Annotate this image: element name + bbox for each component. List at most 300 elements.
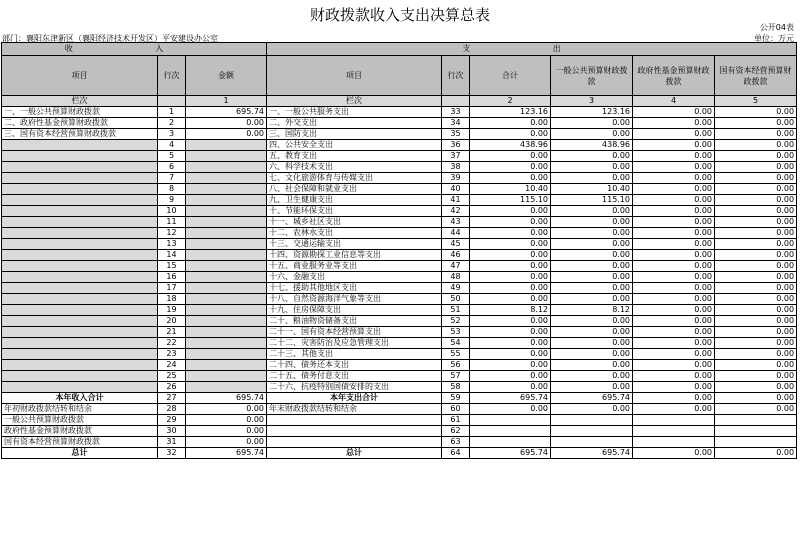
- expense-fund: 0.00: [633, 382, 715, 393]
- table-row: [2, 250, 797, 261]
- income-item: [2, 305, 158, 316]
- expense-general: 0.00: [551, 371, 633, 382]
- expense-row-no: 36: [442, 140, 470, 151]
- expense-total: 0.00: [470, 316, 551, 327]
- income-item: [2, 294, 158, 305]
- table-row: [2, 338, 797, 349]
- table-row: [2, 118, 797, 129]
- income-item: [2, 195, 158, 206]
- expense-fund: [633, 437, 715, 448]
- expense-row-no: 59: [442, 393, 470, 404]
- expense-fund: 0.00: [633, 217, 715, 228]
- table-row: [2, 261, 797, 272]
- table-row: [2, 294, 797, 305]
- income-amount: [186, 217, 267, 228]
- expense-item: 总计: [267, 448, 442, 459]
- expense-state: [715, 426, 797, 437]
- expense-row-no: 62: [442, 426, 470, 437]
- expense-state: [715, 437, 797, 448]
- col-index-4: 4: [633, 96, 715, 107]
- col-index-5: 5: [715, 96, 797, 107]
- income-item: [2, 261, 158, 272]
- expense-general: 695.74: [551, 448, 633, 459]
- income-item: [2, 349, 158, 360]
- expense-total: 0.00: [470, 250, 551, 261]
- income-amount: [186, 316, 267, 327]
- income-row-no: 5: [158, 151, 186, 162]
- expense-general: 10.40: [551, 184, 633, 195]
- income-row-no: 29: [158, 415, 186, 426]
- expense-state: 0.00: [715, 129, 797, 140]
- income-item: 三、国有资本经营预算财政拨款: [2, 129, 158, 140]
- col-index-label: 栏次: [2, 96, 158, 107]
- expense-fund: 0.00: [633, 448, 715, 459]
- income-item: 二、政府性基金预算财政拨款: [2, 118, 158, 129]
- income-row-no: 7: [158, 173, 186, 184]
- expense-row-no: 44: [442, 228, 470, 239]
- expense-fund: 0.00: [633, 360, 715, 371]
- income-row-no: 4: [158, 140, 186, 151]
- expense-total: 0.00: [470, 162, 551, 173]
- expense-total: 0.00: [470, 151, 551, 162]
- expense-item: 八、社会保障和就业支出: [267, 184, 442, 195]
- expense-fund: 0.00: [633, 393, 715, 404]
- income-item: [2, 338, 158, 349]
- table-row: [2, 239, 797, 250]
- income-row-no: 22: [158, 338, 186, 349]
- col-index-1: 1: [186, 96, 267, 107]
- expense-row-no: 53: [442, 327, 470, 338]
- expense-total: [470, 426, 551, 437]
- income-row-no: 16: [158, 272, 186, 283]
- income-row-no: 15: [158, 261, 186, 272]
- income-row-no: 13: [158, 239, 186, 250]
- expense-general: 0.00: [551, 283, 633, 294]
- expense-item: 九、卫生健康支出: [267, 195, 442, 206]
- income-item: [2, 206, 158, 217]
- expense-general: 0.00: [551, 404, 633, 415]
- summary-table: [1, 42, 797, 459]
- expense-state: 0.00: [715, 206, 797, 217]
- expense-state: 0.00: [715, 217, 797, 228]
- income-amount: 695.74: [186, 448, 267, 459]
- income-row-no: 2: [158, 118, 186, 129]
- table-row: [2, 151, 797, 162]
- table-row: [2, 162, 797, 173]
- income-row-no: 30: [158, 426, 186, 437]
- income-row-no: 25: [158, 371, 186, 382]
- expense-item: 十九、住房保障支出: [267, 305, 442, 316]
- expense-row-no: 64: [442, 448, 470, 459]
- expense-row-no: 39: [442, 173, 470, 184]
- income-row-no: 27: [158, 393, 186, 404]
- expense-fund: [633, 415, 715, 426]
- expense-item: 一、一般公共服务支出: [267, 107, 442, 118]
- expense-general: 0.00: [551, 272, 633, 283]
- expense-item: [267, 437, 442, 448]
- table-row: [2, 195, 797, 206]
- table-row: [2, 426, 797, 437]
- income-item: 国有资本经营预算财政拨款: [2, 437, 158, 448]
- column-header-row: [2, 56, 797, 96]
- expense-total: [470, 415, 551, 426]
- expense-general: 0.00: [551, 129, 633, 140]
- expense-item: 十四、资源勘探工业信息等支出: [267, 250, 442, 261]
- income-amount: [186, 283, 267, 294]
- expense-fund: 0.00: [633, 305, 715, 316]
- expense-row-no: 43: [442, 217, 470, 228]
- table-row: [2, 228, 797, 239]
- expense-item: 十、节能环保支出: [267, 206, 442, 217]
- expense-row-no: 49: [442, 283, 470, 294]
- table-row: [2, 448, 797, 459]
- income-amount: 0.00: [186, 415, 267, 426]
- expense-total: 0.00: [470, 371, 551, 382]
- expense-total: 0.00: [470, 228, 551, 239]
- expense-item: 二、外交支出: [267, 118, 442, 129]
- expense-general: 0.00: [551, 349, 633, 360]
- expense-state: 0.00: [715, 327, 797, 338]
- expense-row-no: 33: [442, 107, 470, 118]
- department-label: 部门：襄阳东津新区（襄阳经济技术开发区）平安建设办公室: [2, 34, 218, 43]
- expense-fund: 0.00: [633, 272, 715, 283]
- expense-state: 0.00: [715, 250, 797, 261]
- expense-state: 0.00: [715, 349, 797, 360]
- income-row-no: 20: [158, 316, 186, 327]
- table-row: [2, 305, 797, 316]
- expense-fund: 0.00: [633, 316, 715, 327]
- expense-fund: 0.00: [633, 349, 715, 360]
- expense-total: 0.00: [470, 129, 551, 140]
- expense-total: 123.16: [470, 107, 551, 118]
- expense-state: 0.00: [715, 393, 797, 404]
- income-amount: [186, 327, 267, 338]
- expense-item: 十五、商业服务业等支出: [267, 261, 442, 272]
- table-row: [2, 107, 797, 118]
- income-item: [2, 327, 158, 338]
- table-body: [2, 107, 797, 459]
- table-row: [2, 382, 797, 393]
- expense-general: [551, 426, 633, 437]
- expense-total: 695.74: [470, 393, 551, 404]
- expense-state: 0.00: [715, 173, 797, 184]
- expense-row-no: 47: [442, 261, 470, 272]
- expense-total: 10.40: [470, 184, 551, 195]
- expense-fund: 0.00: [633, 283, 715, 294]
- income-amount: [186, 382, 267, 393]
- income-row-no: 32: [158, 448, 186, 459]
- expense-general: 0.00: [551, 151, 633, 162]
- income-row-no: 12: [158, 228, 186, 239]
- income-item: 本年收入合计: [2, 393, 158, 404]
- table-row: [2, 371, 797, 382]
- income-item: [2, 162, 158, 173]
- income-amount: [186, 250, 267, 261]
- expense-row-no: 50: [442, 294, 470, 305]
- expense-item: 五、教育支出: [267, 151, 442, 162]
- expense-total: 0.00: [470, 217, 551, 228]
- header-amount: 金额: [186, 56, 267, 96]
- income-row-no: 28: [158, 404, 186, 415]
- expense-row-no: 55: [442, 349, 470, 360]
- expense-total: 0.00: [470, 173, 551, 184]
- table-row: [2, 360, 797, 371]
- expense-item: 二十四、债务还本支出: [267, 360, 442, 371]
- expense-fund: 0.00: [633, 195, 715, 206]
- expense-fund: 0.00: [633, 129, 715, 140]
- expense-fund: 0.00: [633, 294, 715, 305]
- expense-fund: 0.00: [633, 338, 715, 349]
- table-row: [2, 217, 797, 228]
- expense-state: 0.00: [715, 118, 797, 129]
- income-item: [2, 173, 158, 184]
- header-total: 合计: [470, 56, 551, 96]
- income-section-label: 收 入: [2, 43, 267, 56]
- expense-row-no: 60: [442, 404, 470, 415]
- col-index-empty-expense: [442, 96, 470, 107]
- expense-state: 0.00: [715, 338, 797, 349]
- expense-general: 0.00: [551, 217, 633, 228]
- expense-general: 0.00: [551, 118, 633, 129]
- expense-total: 0.00: [470, 382, 551, 393]
- expense-fund: 0.00: [633, 140, 715, 151]
- col-index-2: 2: [470, 96, 551, 107]
- expense-total: 8.12: [470, 305, 551, 316]
- expense-total: 0.00: [470, 239, 551, 250]
- income-row-no: 26: [158, 382, 186, 393]
- expense-row-no: 34: [442, 118, 470, 129]
- income-amount: [186, 294, 267, 305]
- table-row: [2, 316, 797, 327]
- expense-section-label: 支 出: [267, 43, 797, 56]
- expense-state: 0.00: [715, 195, 797, 206]
- expense-row-no: 46: [442, 250, 470, 261]
- expense-item: 二十六、抗疫特别国债安排的支出: [267, 382, 442, 393]
- expense-row-no: 56: [442, 360, 470, 371]
- expense-row-no: 58: [442, 382, 470, 393]
- expense-item: 十七、援助其他地区支出: [267, 283, 442, 294]
- expense-item: 十一、城乡社区支出: [267, 217, 442, 228]
- expense-row-no: 51: [442, 305, 470, 316]
- income-item: [2, 371, 158, 382]
- income-amount: [186, 184, 267, 195]
- expense-total: 0.00: [470, 206, 551, 217]
- expense-row-no: 45: [442, 239, 470, 250]
- expense-state: 0.00: [715, 140, 797, 151]
- income-item: [2, 140, 158, 151]
- expense-item: 四、公共安全支出: [267, 140, 442, 151]
- income-amount: [186, 239, 267, 250]
- expense-fund: 0.00: [633, 184, 715, 195]
- income-item: [2, 184, 158, 195]
- expense-item: 本年支出合计: [267, 393, 442, 404]
- income-amount: [186, 195, 267, 206]
- expense-total: 0.00: [470, 349, 551, 360]
- expense-general: [551, 437, 633, 448]
- income-row-no: 21: [158, 327, 186, 338]
- expense-general: 0.00: [551, 360, 633, 371]
- table-row: [2, 327, 797, 338]
- expense-total: 115.10: [470, 195, 551, 206]
- table-row: [2, 173, 797, 184]
- expense-item: 十三、交通运输支出: [267, 239, 442, 250]
- income-amount: [186, 349, 267, 360]
- expense-general: 438.96: [551, 140, 633, 151]
- income-row-no: 31: [158, 437, 186, 448]
- income-row-no: 3: [158, 129, 186, 140]
- income-amount: [186, 206, 267, 217]
- income-amount: 695.74: [186, 393, 267, 404]
- income-amount: 0.00: [186, 404, 267, 415]
- expense-general: 0.00: [551, 239, 633, 250]
- table-row: [2, 184, 797, 195]
- expense-item: 二十三、其他支出: [267, 349, 442, 360]
- income-amount: [186, 151, 267, 162]
- expense-row-no: 41: [442, 195, 470, 206]
- expense-total: 438.96: [470, 140, 551, 151]
- expense-total: 0.00: [470, 118, 551, 129]
- income-row-no: 14: [158, 250, 186, 261]
- table-row: [2, 415, 797, 426]
- income-item: [2, 217, 158, 228]
- income-row-no: 6: [158, 162, 186, 173]
- income-row-no: 23: [158, 349, 186, 360]
- income-item: 一、一般公共预算财政拨款: [2, 107, 158, 118]
- expense-state: 0.00: [715, 107, 797, 118]
- expense-general: [551, 415, 633, 426]
- income-amount: 695.74: [186, 107, 267, 118]
- table-row: [2, 283, 797, 294]
- expense-row-no: 61: [442, 415, 470, 426]
- expense-row-no: 57: [442, 371, 470, 382]
- expense-item: 二十一、国有资本经营预算支出: [267, 327, 442, 338]
- expense-row-no: 35: [442, 129, 470, 140]
- col-index-empty: [158, 96, 186, 107]
- income-amount: [186, 360, 267, 371]
- income-amount: [186, 272, 267, 283]
- unit-label: 单位：万元: [754, 34, 794, 43]
- form-number: 公开04表: [759, 23, 794, 32]
- header-state-capital: 国有资本经营预算财政拨款: [715, 56, 797, 96]
- table-row: [2, 437, 797, 448]
- table-row: [2, 404, 797, 415]
- expense-state: 0.00: [715, 228, 797, 239]
- income-row-no: 18: [158, 294, 186, 305]
- expense-total: 0.00: [470, 294, 551, 305]
- expense-general: 115.10: [551, 195, 633, 206]
- expense-fund: 0.00: [633, 371, 715, 382]
- expense-general: 0.00: [551, 338, 633, 349]
- expense-item: 七、文化旅游体育与传媒支出: [267, 173, 442, 184]
- income-item: 政府性基金预算财政拨款: [2, 426, 158, 437]
- expense-item: 二十、粮油物资储备支出: [267, 316, 442, 327]
- table-row: [2, 140, 797, 151]
- income-row-no: 24: [158, 360, 186, 371]
- expense-total: 0.00: [470, 261, 551, 272]
- income-row-no: 8: [158, 184, 186, 195]
- income-amount: 0.00: [186, 129, 267, 140]
- header-item-expense: 项目: [267, 56, 442, 96]
- column-index-row: [2, 96, 797, 107]
- expense-general: 123.16: [551, 107, 633, 118]
- expense-row-no: 63: [442, 437, 470, 448]
- income-item: [2, 316, 158, 327]
- income-item: [2, 250, 158, 261]
- expense-total: 0.00: [470, 272, 551, 283]
- page-title: 财政拨款收入支出决算总表: [309, 6, 490, 24]
- expense-total: 0.00: [470, 327, 551, 338]
- income-amount: [186, 371, 267, 382]
- income-amount: [186, 261, 267, 272]
- income-row-no: 19: [158, 305, 186, 316]
- expense-item: 六、科学技术支出: [267, 162, 442, 173]
- expense-state: 0.00: [715, 184, 797, 195]
- expense-item: 二十五、债务付息支出: [267, 371, 442, 382]
- expense-row-no: 40: [442, 184, 470, 195]
- expense-fund: 0.00: [633, 404, 715, 415]
- header-general-budget: 一般公共预算财政拨款: [551, 56, 633, 96]
- income-amount: [186, 305, 267, 316]
- income-item: [2, 151, 158, 162]
- expense-total: 0.00: [470, 283, 551, 294]
- expense-item: 十六、金融支出: [267, 272, 442, 283]
- income-amount: [186, 162, 267, 173]
- expense-total: [470, 437, 551, 448]
- expense-fund: [633, 426, 715, 437]
- expense-state: 0.00: [715, 305, 797, 316]
- expense-item: 二十二、灾害防治及应急管理支出: [267, 338, 442, 349]
- expense-state: 0.00: [715, 371, 797, 382]
- income-amount: 0.00: [186, 437, 267, 448]
- section-header-row: [2, 43, 797, 56]
- expense-general: 0.00: [551, 382, 633, 393]
- table-row: [2, 206, 797, 217]
- expense-state: 0.00: [715, 239, 797, 250]
- income-item: [2, 360, 158, 371]
- table-row: [2, 393, 797, 404]
- expense-general: 0.00: [551, 316, 633, 327]
- income-row-no: 17: [158, 283, 186, 294]
- income-item: [2, 239, 158, 250]
- expense-general: 0.00: [551, 250, 633, 261]
- expense-state: 0.00: [715, 382, 797, 393]
- income-amount: [186, 173, 267, 184]
- expense-general: 8.12: [551, 305, 633, 316]
- expense-item: 十八、自然资源海洋气象等支出: [267, 294, 442, 305]
- expense-item: 三、国防支出: [267, 129, 442, 140]
- expense-fund: 0.00: [633, 239, 715, 250]
- expense-general: 0.00: [551, 228, 633, 239]
- expense-row-no: 42: [442, 206, 470, 217]
- expense-item: 十二、农林水支出: [267, 228, 442, 239]
- expense-general: 0.00: [551, 294, 633, 305]
- expense-fund: 0.00: [633, 151, 715, 162]
- expense-row-no: 52: [442, 316, 470, 327]
- table-row: [2, 349, 797, 360]
- income-amount: 0.00: [186, 426, 267, 437]
- header-item: 项目: [2, 56, 158, 96]
- expense-state: 0.00: [715, 272, 797, 283]
- expense-fund: 0.00: [633, 250, 715, 261]
- expense-state: 0.00: [715, 162, 797, 173]
- expense-state: 0.00: [715, 360, 797, 371]
- expense-total: 695.74: [470, 448, 551, 459]
- income-row-no: 11: [158, 217, 186, 228]
- income-row-no: 1: [158, 107, 186, 118]
- expense-row-no: 48: [442, 272, 470, 283]
- income-item: [2, 283, 158, 294]
- income-amount: [186, 338, 267, 349]
